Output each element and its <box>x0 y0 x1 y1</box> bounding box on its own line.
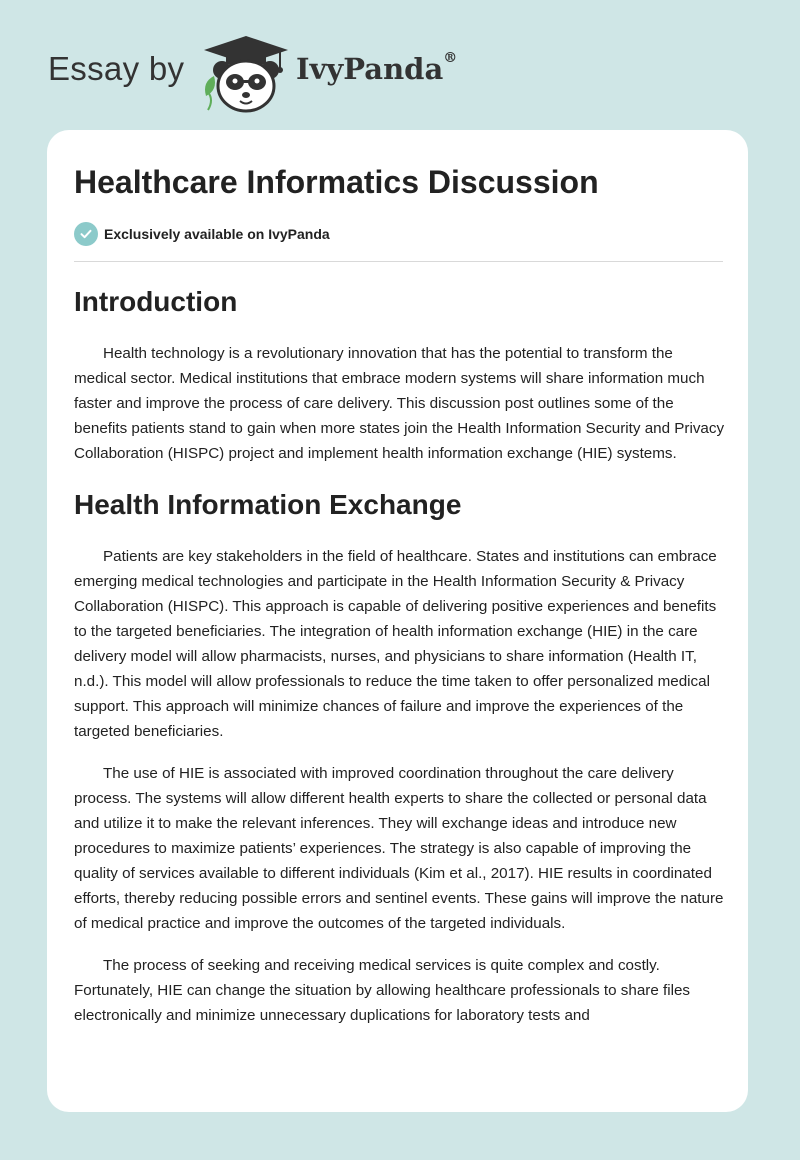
article-body <box>74 280 725 1045</box>
check-circle-icon <box>74 222 98 246</box>
badge-text: Exclusively available on IvyPanda <box>104 226 330 242</box>
registered-mark: ® <box>443 50 458 66</box>
divider <box>74 261 723 262</box>
paragraph: Health technology is a revolutionary innovation that has the potential to transform the medical sector. Medical institutions that embrace modern systems will share information much faster and improve the process of care delivery. This discussion post outlines some of the benefits patients stand to gain when more states join the Health Information Security and Privacy Collaboration (HISPC) project and implement health information exchange (HIE) systems. <box>74 345 725 462</box>
site-header <box>0 0 800 130</box>
section-heading-introduction: Introduction <box>74 286 238 317</box>
paragraph: The use of HIE is associated with improved coordination throughout the care delivery process. The systems will allow different health experts to share the collected or personal data and utilize it to make the relevant inferences. They will exchange ideas and introduce new procedures to maximize patients’ experiences. The strategy is also capable of improving the quality of services available to different individuals (Kim et al., 2017). HIE results in coordinated efforts, thereby reducing possible errors and sentinel events. These gains will improve the nature of medical practice and improve the outcomes of the targeted individuals. <box>74 765 724 932</box>
exclusive-badge <box>74 222 330 246</box>
section-heading-hie: Health Information Exchange <box>74 489 462 520</box>
paragraph: The process of seeking and receiving medical services is quite complex and costly. Fortunately, HIE can change the situation by allowing healthcare professionals to share files electronically and minimize unnecessary duplications for laboratory tests and <box>74 957 691 1024</box>
page-title: Healthcare Informatics Discussion <box>74 164 599 200</box>
brand-name-text: IvyPanda <box>296 52 444 86</box>
brand-name[interactable] <box>296 52 457 86</box>
article-card <box>47 130 748 1112</box>
brand-prefix: Essay by <box>48 50 185 87</box>
panda-logo-icon[interactable] <box>200 34 292 114</box>
paragraph: Patients are key stakeholders in the field of healthcare. States and institutions can embrace emerging medical technologies and participate in the Health Information Security & Privacy Collaboration (HISPC). This approach is capable of delivering positive experiences and benefits to the targeted beneficiaries. The integration of health information exchange (HIE) in the care delivery model will allow pharmacists, nurses, and physicians to share information (Health IT, n.d.). This model will allow professionals to reduce the time taken to offer personalized medical support. This approach will minimize chances of failure and improve the experiences of the targeted beneficiaries. <box>74 548 717 740</box>
